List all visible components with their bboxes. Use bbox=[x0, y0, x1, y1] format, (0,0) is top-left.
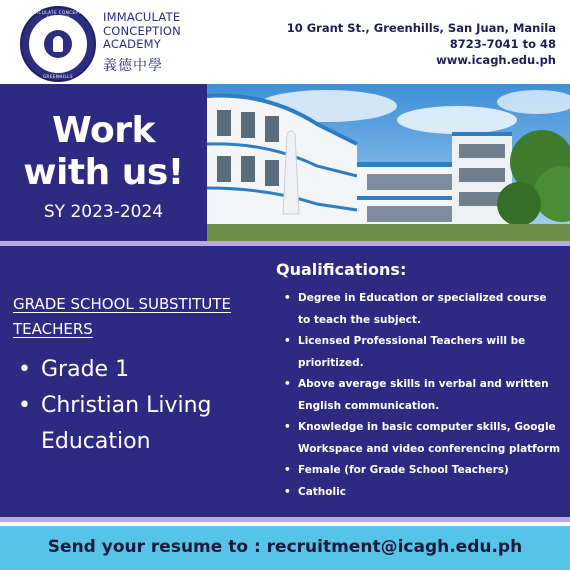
school-name-line1: IMMACULATE bbox=[103, 10, 181, 24]
role-item: • Christian Living Education bbox=[18, 388, 273, 460]
qualification-item: • Female (for Grade School Teachers) bbox=[284, 460, 562, 482]
role-list bbox=[18, 352, 273, 460]
qualification-item: • Knowledge in basic computer skills, Google Workspace and video conferencing platform bbox=[284, 417, 562, 460]
school-seal-logo bbox=[20, 6, 96, 82]
hero-title-line2: with us! bbox=[23, 152, 184, 193]
qualifications-list bbox=[284, 288, 562, 503]
website-link[interactable]: www.icagh.edu.ph bbox=[436, 53, 556, 67]
hero-banner bbox=[0, 84, 570, 242]
seal-emblem-icon bbox=[44, 30, 72, 58]
address: 10 Grant St., Greenhills, San Juan, Manila bbox=[286, 21, 556, 35]
qualification-item: • Degree in Education or specialized course to teach the subject. bbox=[284, 288, 562, 331]
footer-banner bbox=[0, 526, 570, 570]
school-year: SY 2023-2024 bbox=[43, 202, 164, 222]
seal-ring bbox=[29, 15, 87, 73]
header bbox=[0, 0, 570, 84]
school-name-chinese: 義德中學 bbox=[103, 58, 163, 74]
resume-cta[interactable]: Send your resume to : recruitment@icagh.edu.ph bbox=[47, 537, 523, 557]
school-name-line2: CONCEPTION bbox=[103, 23, 181, 38]
job-details bbox=[0, 246, 570, 517]
hero-title-line1: Work bbox=[52, 110, 155, 151]
position-title: GRADE SCHOOL SUBSTITUTE TEACHERS bbox=[13, 295, 231, 338]
hero-title bbox=[0, 110, 207, 194]
qualifications-heading: Qualifications: bbox=[276, 260, 407, 279]
contact-info bbox=[287, 20, 556, 68]
school-building-photo bbox=[207, 84, 570, 242]
school-name bbox=[103, 11, 181, 52]
school-name-line3: ACADEMY bbox=[103, 37, 162, 51]
qualification-item: • Above average skills in verbal and written English communication. bbox=[284, 374, 562, 417]
role-item: • Grade 1 bbox=[18, 352, 273, 388]
seal-text-bottom: GREENHILLS bbox=[42, 74, 74, 79]
phone: 8723-7041 to 48 bbox=[449, 37, 556, 51]
qualification-item: • Catholic bbox=[284, 482, 562, 504]
seal-text-top: IMMACULATE CONCEPTION bbox=[25, 10, 91, 15]
qualification-item: • Licensed Professional Teachers will be prioritized. bbox=[284, 331, 562, 374]
